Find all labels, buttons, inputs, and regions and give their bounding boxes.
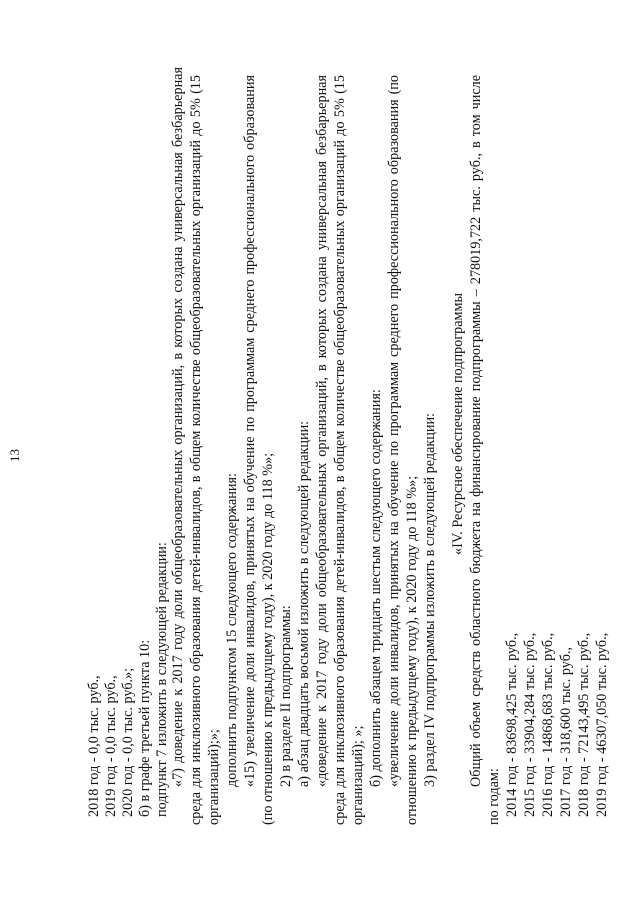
text-line: 2014 год - 83698,425 тыс. руб., — [504, 632, 520, 817]
text-line: «увеличение доли инвалидов, принятых на обучение по программам среднего профессионального образования (по — [386, 75, 402, 787]
text-line: дополнить подпунктом 15 следующего содержания: — [224, 473, 240, 787]
text-line: отношению к предыдущему году), к 2020 году до 118 %»; — [404, 475, 420, 825]
text-line: «доведение к 2017 году доли общеобразовательных организаций, в которых создана универсальная безбарьерная — [314, 75, 330, 787]
text-line: 2019 год - 46307,050 тыс. руб., — [594, 632, 610, 817]
text-line: б) в графе третьей пункта 10: — [137, 639, 153, 817]
text-line: среда для инклюзивного образования детей-инвалидов, в общем количестве общеобразовательных организаций до 5% (15 — [188, 75, 204, 825]
text-line: 2018 год - 72143,495 тыс. руб., — [576, 632, 592, 817]
text-line: (по отношению к предыдущему году), к 2020 году до 118 %»; — [260, 452, 276, 825]
text-line: 2019 год - 0,0 тыс. руб., — [103, 675, 119, 817]
text-line: 2020 год - 0,0 тыс. руб.»; — [120, 667, 136, 817]
section-heading: «IV. Ресурсное обеспечение подпрограммы — [450, 292, 466, 555]
text-line: 2015 год - 33904,284 тыс. руб., — [522, 632, 538, 817]
text-line: 2) в разделе II подпрограммы: — [278, 605, 294, 787]
text-line: 2018 год - 0,0 тыс. руб., — [86, 675, 102, 817]
text-line: 3) раздел IV подпрограммы изложить в следующей редакции: — [422, 413, 438, 787]
text-line: «7) доведение к 2017 году доли общеобразовательных организаций, в которых создана универсальная безбарьерная — [170, 67, 186, 787]
text-line: «15) увеличение доли инвалидов, принятых на обучение по программам среднего профессионального образования — [242, 75, 258, 787]
text-line: 2017 год - 318,600 тыс. руб., — [558, 646, 574, 817]
text-line: по годам: — [486, 768, 502, 825]
text-line: 2016 год - 14868,683 тыс. руб., — [540, 632, 556, 817]
text-line: организаций); »; — [350, 725, 366, 825]
text-line: Общий объем средств областного бюджета на финансирование подпрограммы – 278019,722 тыс. руб., в том числе — [468, 75, 484, 787]
text-line: организаций);»; — [206, 729, 222, 825]
text-line: среда для инклюзивного образования детей-инвалидов, в общем количестве общеобразовательных организаций до 5% (15 — [332, 75, 348, 825]
text-line: а) абзац двадцать восьмой изложить в следующей редакции: — [296, 420, 312, 787]
page-number: 13 — [7, 449, 22, 462]
text-line: подпункт 7 изложить в следующей редакции: — [154, 542, 170, 817]
text-line: б) дополнить абзацем тридцать шестым следующего содержания: — [368, 389, 384, 787]
